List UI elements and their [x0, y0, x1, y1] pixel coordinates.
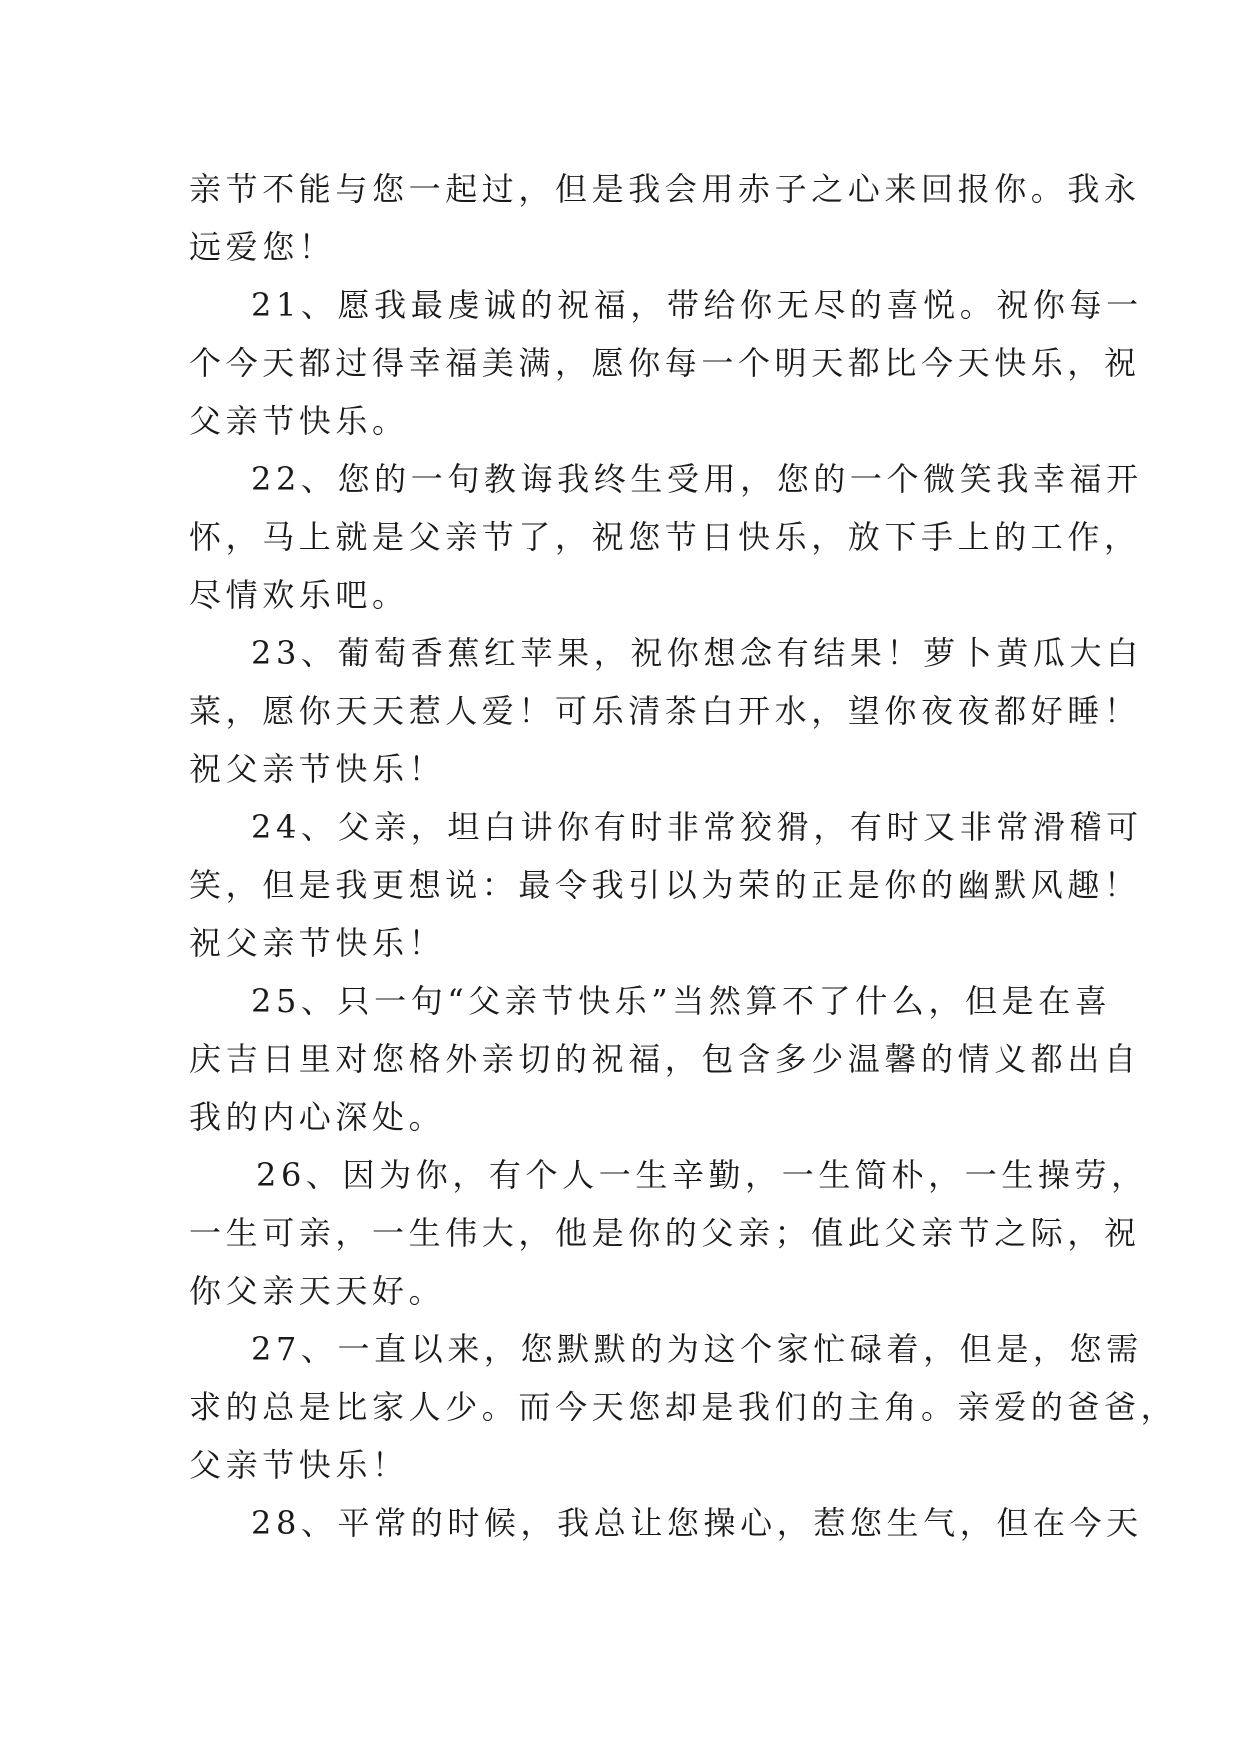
paragraph-28-line-1: 28、平常的时候，我总让您操心，惹您生气，但在今天	[251, 1504, 1143, 1542]
text-line: 笑，但是我更想说：最令我引以为荣的正是你的幽默风趣！	[189, 866, 1141, 904]
paragraph-25-line-1: 25、只一句“父亲节快乐”当然算不了什么，但是在喜	[251, 982, 1112, 1020]
text-line: 菜，愿你天天惹人爱！可乐清茶白开水，望你夜夜都好睡！	[189, 692, 1141, 730]
paragraph-21-line-1: 21、愿我最虔诚的祝福，带给你无尽的喜悦。祝你每一	[251, 286, 1143, 324]
text-line: 祝父亲节快乐！	[189, 750, 446, 788]
paragraph-23-line-1: 23、葡萄香蕉红苹果，祝你想念有结果！萝卜黄瓜大白	[251, 634, 1143, 672]
text-line: 远爱您！	[189, 228, 336, 266]
text-line: 个今天都过得幸福美满，愿你每一个明天都比今天快乐，祝	[189, 344, 1141, 382]
text-line: 尽情欢乐吧。	[189, 576, 409, 614]
text-line: 亲节不能与您一起过，但是我会用赤子之心来回报你。我永	[189, 170, 1141, 208]
text-line: 一生可亲，一生伟大，他是你的父亲；值此父亲节之际，祝	[189, 1214, 1141, 1252]
paragraph-26-line-1: 26、因为你，有个人一生辛勤，一生简朴，一生操劳，	[256, 1156, 1148, 1194]
text-line: 庆吉日里对您格外亲切的祝福，包含多少温馨的情义都出自	[189, 1040, 1141, 1078]
text-line: 我的内心深处。	[189, 1098, 446, 1136]
text-line: 父亲节快乐。	[189, 402, 409, 440]
text-line: 怀，马上就是父亲节了，祝您节日快乐，放下手上的工作，	[189, 518, 1141, 556]
text-line: 你父亲天天好。	[189, 1272, 446, 1310]
text-line: 父亲节快乐！	[189, 1446, 409, 1484]
text-line: 祝父亲节快乐！	[189, 924, 446, 962]
text-line: 求的总是比家人少。而今天您却是我们的主角。亲爱的爸爸，	[189, 1388, 1178, 1426]
document-text	[189, 160, 1178, 1552]
paragraph-22-line-1: 22、您的一句教诲我终生受用，您的一个微笑我幸福开	[251, 460, 1143, 498]
paragraph-27-line-1: 27、一直以来，您默默的为这个家忙碌着，但是，您需	[251, 1330, 1143, 1368]
paragraph-24-line-1: 24、父亲，坦白讲你有时非常狡猾，有时又非常滑稽可	[251, 808, 1143, 846]
